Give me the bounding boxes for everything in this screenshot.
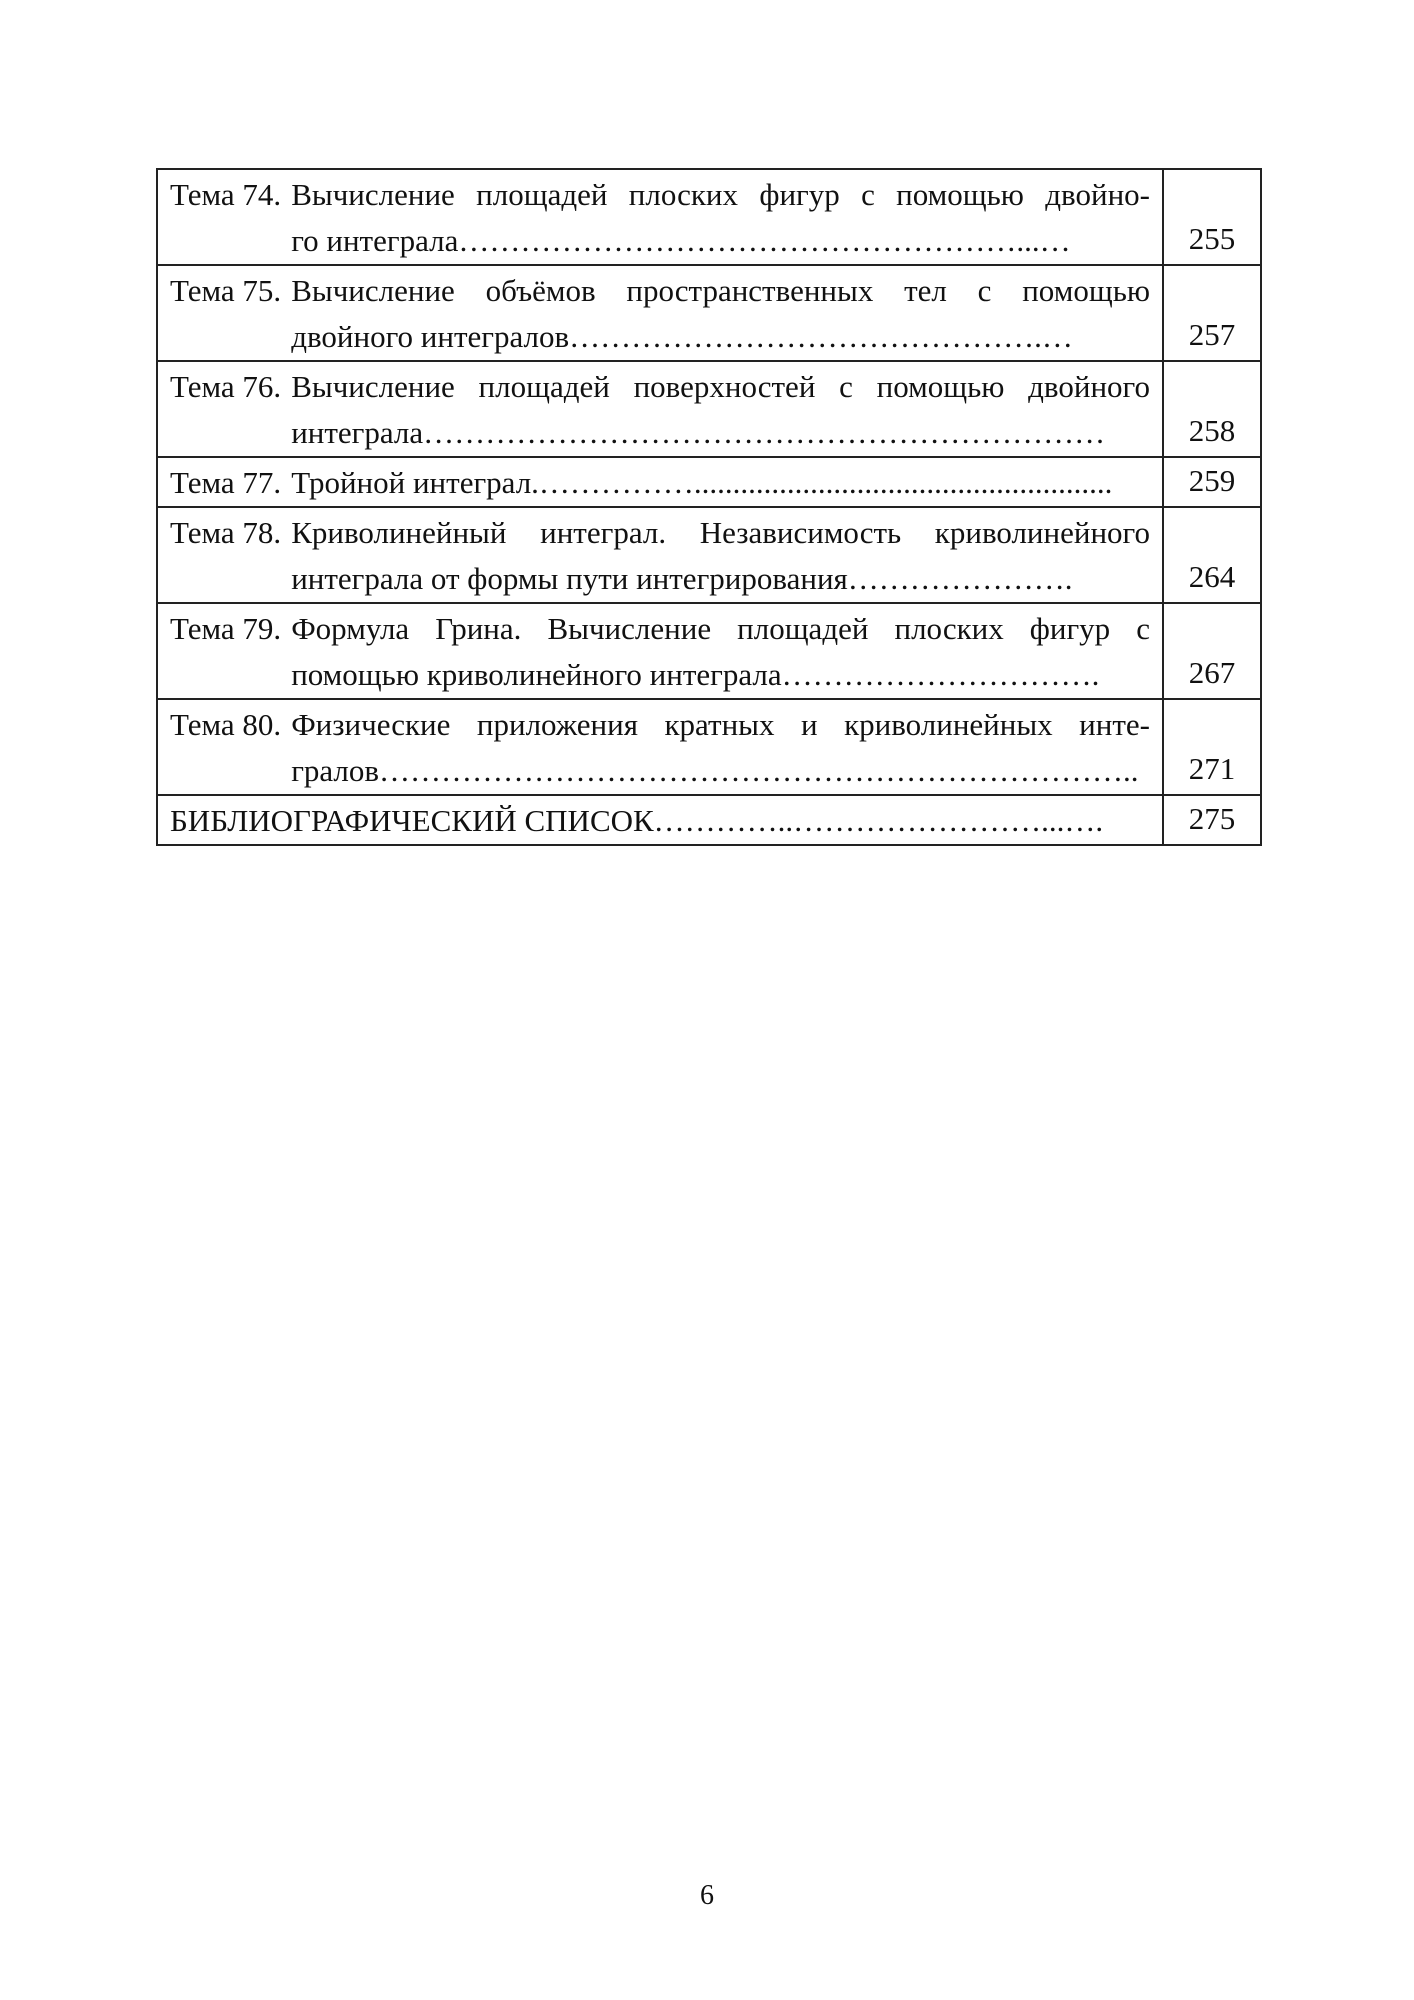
toc-entry-title (157, 169, 1163, 265)
toc-entry-line: двойного интегралов……………………………………….… (291, 319, 1073, 354)
toc-entry-page: 258 (1163, 361, 1261, 457)
page-number: 6 (700, 1880, 714, 1911)
toc-row (157, 603, 1261, 699)
toc-entry (170, 702, 1150, 794)
toc-entry-page: 271 (1163, 699, 1261, 795)
toc-entry-page: 255 (1163, 169, 1261, 265)
toc-entry-text (291, 460, 1150, 506)
toc-entry-text (291, 364, 1150, 456)
toc-entry-line: интеграла………………………………………………………… (291, 415, 1106, 450)
toc-entry-page: 259 (1163, 457, 1261, 507)
toc-entry-title (157, 507, 1163, 603)
toc-entry-line: Вычисление площадей поверхностей с помощью двойного (291, 369, 1150, 404)
toc-entry (170, 268, 1150, 360)
toc-row (157, 361, 1261, 457)
toc-entry-number: Тема 76. (170, 369, 282, 404)
table-of-contents (156, 168, 1262, 846)
toc-entry-title (157, 361, 1163, 457)
bibliography-page: 275 (1163, 795, 1261, 845)
toc-entry-line: Вычисление площадей плоских фигур с помощью двойно- (291, 177, 1150, 212)
toc-entry-line: помощью криволинейного интеграла…………………………. (291, 657, 1100, 692)
toc-entry-number: Тема 80. (170, 707, 282, 742)
toc-entry-title (157, 265, 1163, 361)
toc-entry-line: гралов……………………………………………………………….. (291, 753, 1139, 788)
toc-row (157, 169, 1261, 265)
toc-row (157, 507, 1261, 603)
toc-entry-page: 267 (1163, 603, 1261, 699)
toc-entry-line: Физические приложения кратных и криволинейных инте- (291, 707, 1150, 742)
toc-row (157, 699, 1261, 795)
toc-entry (170, 460, 1150, 506)
toc-entry-page: 264 (1163, 507, 1261, 603)
toc-entry-line: интеграла от формы пути интегрирования…………………. (291, 561, 1073, 596)
toc-entry (170, 172, 1150, 264)
toc-entry-number: Тема 74. (170, 177, 282, 212)
toc-entry-line: Формула Грина. Вычисление площадей плоских фигур с (291, 611, 1150, 646)
toc-entry-text (291, 172, 1150, 264)
toc-entry-title (157, 699, 1163, 795)
toc-entry-text (291, 510, 1150, 602)
toc-entry-line: го интеграла………………………………………………...… (291, 223, 1071, 258)
toc-entry-number: Тема 79. (170, 611, 282, 646)
toc-entry (170, 364, 1150, 456)
toc-entry-line: Криволинейный интеграл. Независимость криволинейного (291, 515, 1150, 550)
toc-row (157, 265, 1261, 361)
toc-entry (170, 510, 1150, 602)
toc-entry-page: 257 (1163, 265, 1261, 361)
toc-entry-line: Тройной интеграл.……………...................................................... (291, 465, 1113, 500)
toc-row (157, 457, 1261, 507)
toc-entry-line: Вычисление объёмов пространственных тел с помощью (291, 273, 1150, 308)
toc-entry-number: Тема 77. (170, 465, 282, 500)
bibliography-title (157, 795, 1163, 845)
toc-entry-number: Тема 78. (170, 515, 282, 550)
toc-entry-title (157, 603, 1163, 699)
toc-entry-text (291, 268, 1150, 360)
toc-body (157, 169, 1261, 845)
toc-entry-text (291, 702, 1150, 794)
bibliography-label: БИБЛИОГРАФИЧЕСКИЙ СПИСОК…………..……………………...…. (170, 803, 1104, 838)
toc-entry-title (157, 457, 1163, 507)
toc-row-bibliography (157, 795, 1261, 845)
toc-entry-text (291, 606, 1150, 698)
toc-entry-number: Тема 75. (170, 273, 282, 308)
toc-entry (170, 606, 1150, 698)
